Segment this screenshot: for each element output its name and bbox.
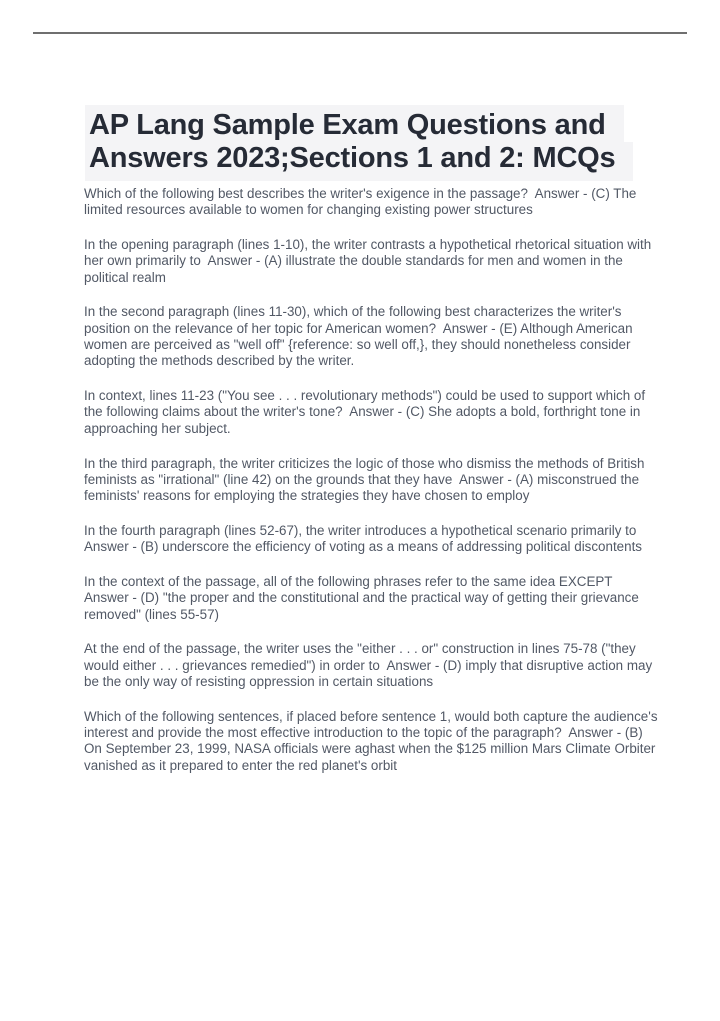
qa-paragraph-4: In context, lines 11-23 ("You see . . . revolutionary methods") could be used to support which of the following claims about the writer's tone? Answer - (C) She adopts a bold, forthright tone in approaching her subject. xyxy=(84,388,649,436)
qa-paragraph-9: Which of the following sentences, if placed before sentence 1, would both capture the audience's interest and provide the most effective introduction to the topic of the paragraph? Answer - (B) On September 23, 1999, NASA officials were aghast when the $125 million Mars Climate Orbiter vanished as it prepared to enter the red planet's orbit xyxy=(84,708,662,773)
qa-paragraph-8: At the end of the passage, the writer uses the "either . . . or" construction in lines 75-78 ("they would either . . . grievances remedied") in order to Answer - (D) imply that disruptive action may be the only way of resisting oppression in certain situations xyxy=(84,641,656,690)
qa-paragraph-5: In the third paragraph, the writer criticizes the logic of those who dismiss the methods of British feminists as "irrational" (line 42) on the grounds that they have Answer - (A) misconstrued the feminists' reasons for employing the strategies they have chosen to employ xyxy=(84,455,649,504)
qa-paragraph-3: In the second paragraph (lines 11-30), which of the following best characterizes the writer's position on the relevance of her topic for American women? Answer - (E) Although American women are perceived as "well off" {reference: so well off,}, they should nonetheless consider adopting the methods described by the writer. xyxy=(84,304,637,369)
qa-paragraph-1: Which of the following best describes the writer's exigence in the passage? Answer - (C) The limited resources available to women for changing existing power structures xyxy=(84,186,641,218)
qa-content xyxy=(84,186,662,793)
qa-paragraph-7: In the context of the passage, all of the following phrases refer to the same idea EXCEPT Answer - (D) "the proper and the constitutional and the practical way of getting their grievance removed" (lines 55-57) xyxy=(84,574,643,622)
page-title xyxy=(85,105,675,181)
top-divider-rule xyxy=(33,32,687,34)
page-title-line-1: AP Lang Sample Exam Questions and xyxy=(85,105,624,142)
qa-paragraph-6: In the fourth paragraph (lines 52-67), the writer introduces a hypothetical scenario primarily to Answer - (B) underscore the efficiency of voting as a means of addressing political discontents xyxy=(84,522,643,555)
qa-paragraph-2: In the opening paragraph (lines 1-10), the writer contrasts a hypothetical rhetorical situation with her own primarily to Answer - (A) illustrate the double standards for men and women in the political realm xyxy=(84,237,655,285)
page-title-line-2: Answers 2023;Sections 1 and 2: MCQs xyxy=(85,142,633,181)
